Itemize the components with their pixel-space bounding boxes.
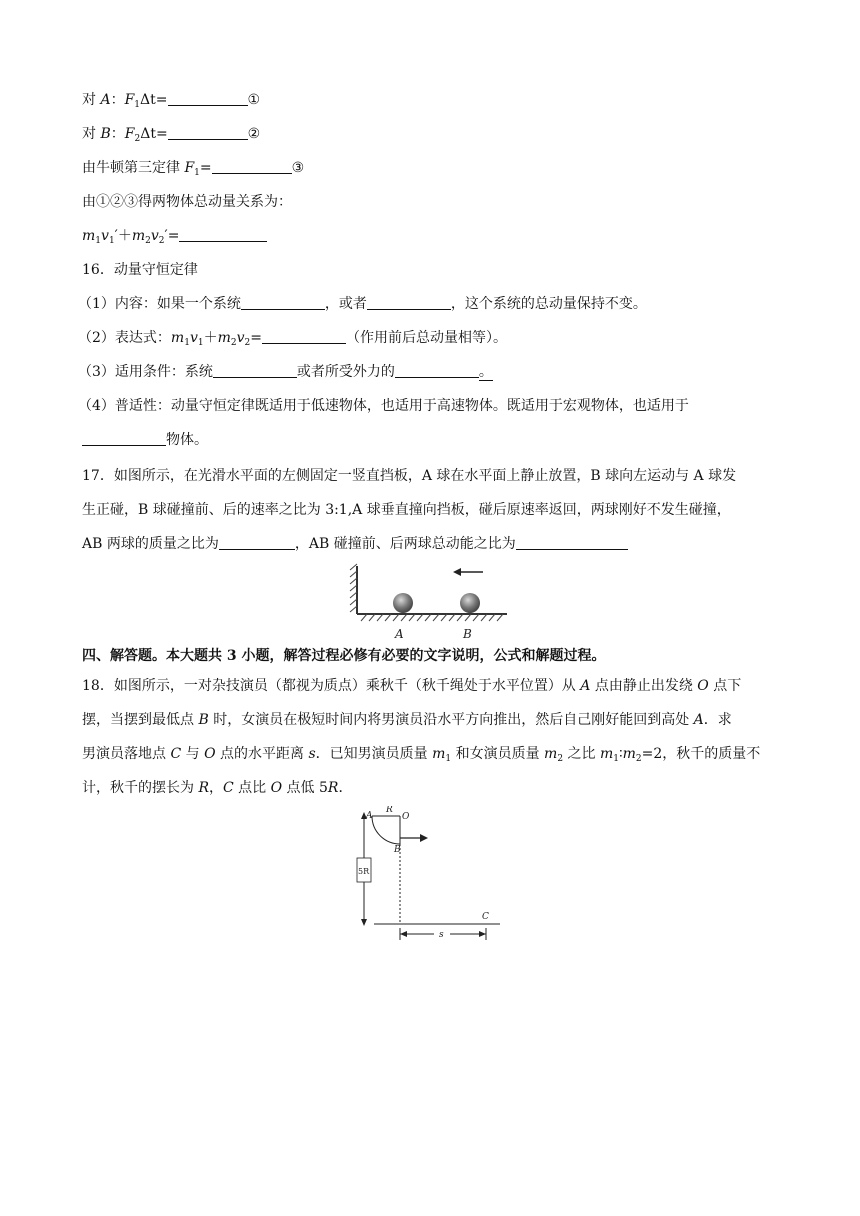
fill-blank[interactable] bbox=[367, 295, 451, 310]
q16-item3 bbox=[78, 362, 493, 382]
var: s bbox=[308, 746, 316, 762]
text: ．已知男演员质量 bbox=[315, 746, 433, 762]
fill-blank[interactable] bbox=[82, 431, 166, 446]
var: C bbox=[223, 780, 234, 796]
subscript: 1 bbox=[184, 338, 190, 348]
eq-line-b bbox=[82, 124, 260, 149]
var: A bbox=[100, 92, 111, 108]
arrow-head-icon bbox=[453, 568, 461, 576]
fill-blank[interactable] bbox=[179, 227, 267, 242]
subscript: 1 bbox=[194, 168, 200, 178]
section4-title bbox=[82, 646, 606, 666]
arrow-left-icon bbox=[400, 931, 407, 937]
floor-hatch bbox=[361, 614, 503, 621]
text: =2，秋千的质量不 bbox=[641, 746, 761, 762]
var: m bbox=[622, 746, 636, 762]
q18-figure bbox=[350, 806, 510, 942]
label-o: O bbox=[402, 812, 410, 822]
fill-blank[interactable] bbox=[213, 363, 297, 378]
text: 由①②③得两物体总动量关系为： bbox=[82, 194, 292, 210]
swing-arc bbox=[372, 816, 400, 844]
text: 之比 bbox=[563, 746, 600, 762]
q18-line3 bbox=[82, 744, 760, 769]
var: A bbox=[693, 712, 704, 728]
text: 计，秋千的摆长为 bbox=[82, 780, 199, 796]
arrow-down-icon bbox=[361, 919, 367, 926]
fill-blank[interactable] bbox=[241, 295, 325, 310]
text: Δt= bbox=[140, 126, 168, 142]
var: m bbox=[217, 330, 231, 346]
var: C bbox=[170, 746, 182, 762]
label-a: A bbox=[366, 811, 373, 821]
text: （作用前后总动量相等）。 bbox=[346, 330, 507, 346]
text: ： bbox=[110, 126, 125, 142]
subscript: 2 bbox=[244, 338, 251, 348]
label-b: B bbox=[463, 627, 472, 641]
subscript: 1 bbox=[134, 100, 141, 110]
q18-line4 bbox=[82, 778, 352, 798]
q16-item2 bbox=[78, 328, 507, 353]
arrow-right-icon bbox=[479, 931, 486, 937]
text: 16．动量守恒定律 bbox=[82, 262, 198, 278]
q16-item1 bbox=[78, 294, 647, 314]
var: O bbox=[697, 678, 709, 694]
q18-line2 bbox=[82, 710, 732, 730]
q16-title bbox=[82, 260, 198, 280]
text: Δt= bbox=[140, 92, 168, 108]
text: 或者所受外力的 bbox=[296, 364, 395, 380]
text: 四、解答题。本大题共 3 小题，解答过程必修有必要的文字说明，公式和解题过程。 bbox=[82, 648, 606, 664]
text: ① bbox=[247, 92, 261, 108]
text: 时，女演员在极短时间内将男演员沿水平方向推出，然后自己刚好能回到高处 bbox=[208, 712, 694, 728]
text: 由牛顿第三定律 bbox=[82, 160, 185, 176]
eq-line-a bbox=[82, 90, 260, 115]
label-r: R bbox=[386, 806, 393, 815]
eq-line-d bbox=[82, 192, 292, 212]
var: O bbox=[270, 780, 283, 796]
text: 摆，当摆到最低点 bbox=[82, 712, 199, 728]
q18-line1 bbox=[82, 676, 741, 696]
text: ，这个系统的总动量保持不变。 bbox=[450, 296, 647, 312]
fill-blank[interactable] bbox=[262, 329, 346, 344]
var: m bbox=[82, 228, 96, 244]
label-a: A bbox=[395, 627, 404, 641]
subscript: 1 bbox=[613, 754, 619, 764]
wall-hatch bbox=[350, 564, 357, 612]
q17-line2 bbox=[82, 500, 731, 520]
q16-item4 bbox=[78, 396, 689, 416]
fill-blank[interactable] bbox=[516, 535, 628, 550]
q17-line1 bbox=[82, 466, 736, 486]
label-5r: 5R bbox=[358, 867, 370, 876]
var: O bbox=[204, 746, 216, 762]
subscript: 2 bbox=[158, 236, 165, 246]
eq-line-e bbox=[82, 226, 267, 251]
ball-b bbox=[460, 593, 480, 613]
var: m bbox=[432, 746, 446, 762]
var: v bbox=[189, 330, 198, 346]
arrow-right-icon bbox=[420, 834, 428, 842]
text: = bbox=[250, 330, 262, 346]
subscript: 2 bbox=[134, 134, 141, 144]
subscript: 1 bbox=[445, 754, 452, 764]
var: F bbox=[184, 160, 195, 176]
text: ： bbox=[110, 92, 125, 108]
var: B bbox=[198, 712, 209, 728]
text: 18．如图所示，一对杂技演员（都视为质点）乘秋千（秋千绳处于水平位置）从 bbox=[82, 678, 581, 694]
fill-blank[interactable] bbox=[212, 159, 292, 174]
text: = bbox=[199, 160, 212, 176]
subscript: 2 bbox=[145, 236, 151, 246]
subscript: 1 bbox=[197, 338, 204, 348]
var: v bbox=[101, 228, 109, 244]
subscript: 1 bbox=[95, 236, 102, 246]
fill-blank[interactable] bbox=[395, 363, 479, 378]
text: （3）适用条件：系统 bbox=[78, 364, 213, 380]
var: R bbox=[198, 780, 209, 796]
text: 男演员落地点 bbox=[82, 746, 171, 762]
label-b: B bbox=[394, 845, 401, 855]
text: ． bbox=[338, 780, 353, 796]
subscript: 2 bbox=[635, 754, 642, 764]
var: F bbox=[124, 92, 135, 108]
text: （4）普适性：动量守恒定律既适用于低速物体，也适用于高速物体。既适用于宏观物体，也适用于 bbox=[78, 398, 689, 414]
text: 生正碰，B 球碰撞前、后的速率之比为 3:1,A 球垂直撞向挡板，碰后原速率返回，两球刚好不发生碰撞， bbox=[82, 502, 731, 518]
text: ② bbox=[247, 126, 261, 142]
ball-a bbox=[393, 593, 413, 613]
var: v bbox=[150, 228, 159, 244]
text: 点下 bbox=[708, 678, 742, 694]
text: （2）表达式： bbox=[78, 330, 171, 346]
text: ∶ bbox=[618, 746, 623, 762]
label-c: C bbox=[482, 912, 489, 922]
text: （1）内容：如果一个系统 bbox=[78, 296, 241, 312]
text: 与 bbox=[181, 746, 205, 762]
text: 和女演员质量 bbox=[451, 746, 545, 762]
var: m bbox=[599, 746, 614, 762]
text: 点由静止出发绕 bbox=[590, 678, 698, 694]
text: 点低 5 bbox=[282, 780, 328, 796]
subscript: 2 bbox=[557, 754, 564, 764]
text: 物体。 bbox=[166, 432, 208, 448]
q17-line3 bbox=[82, 534, 628, 554]
text: 点比 bbox=[233, 780, 271, 796]
q16-item4-cont bbox=[82, 430, 208, 450]
text: 对 bbox=[82, 126, 101, 142]
fill-blank[interactable] bbox=[168, 125, 248, 140]
label-s: s bbox=[439, 930, 444, 940]
fill-blank[interactable] bbox=[219, 535, 295, 550]
text: ， bbox=[209, 780, 223, 796]
text: ．求 bbox=[703, 712, 732, 728]
text: 17．如图所示，在光滑水平面的左侧固定一竖直挡板，A 球在水平面上静止放置，B 球向左运动与 A 球发 bbox=[82, 468, 737, 484]
subscript: 1 bbox=[108, 236, 115, 246]
text: 点的水平距离 bbox=[215, 746, 309, 762]
var: m bbox=[131, 228, 146, 244]
var: F bbox=[124, 126, 135, 142]
fill-blank[interactable] bbox=[168, 91, 248, 106]
q17-figure bbox=[345, 560, 515, 646]
text: ，AB 碰撞前、后两球总动能之比为 bbox=[294, 536, 516, 552]
text: ′= bbox=[164, 228, 180, 244]
text: ′＋ bbox=[114, 228, 132, 244]
var: m bbox=[170, 330, 185, 346]
var: v bbox=[236, 330, 245, 346]
eq-line-c bbox=[82, 158, 304, 183]
var: R bbox=[327, 780, 339, 796]
text: 。 bbox=[478, 364, 493, 380]
text: 对 bbox=[82, 92, 101, 108]
text: ③ bbox=[291, 160, 305, 176]
text: ，或者 bbox=[324, 296, 367, 312]
var: m bbox=[544, 746, 558, 762]
subscript: 2 bbox=[230, 338, 237, 348]
var: A bbox=[580, 678, 591, 694]
text: AB 两球的质量之比为 bbox=[82, 536, 219, 552]
var: B bbox=[100, 126, 111, 142]
text: ＋ bbox=[203, 330, 218, 346]
